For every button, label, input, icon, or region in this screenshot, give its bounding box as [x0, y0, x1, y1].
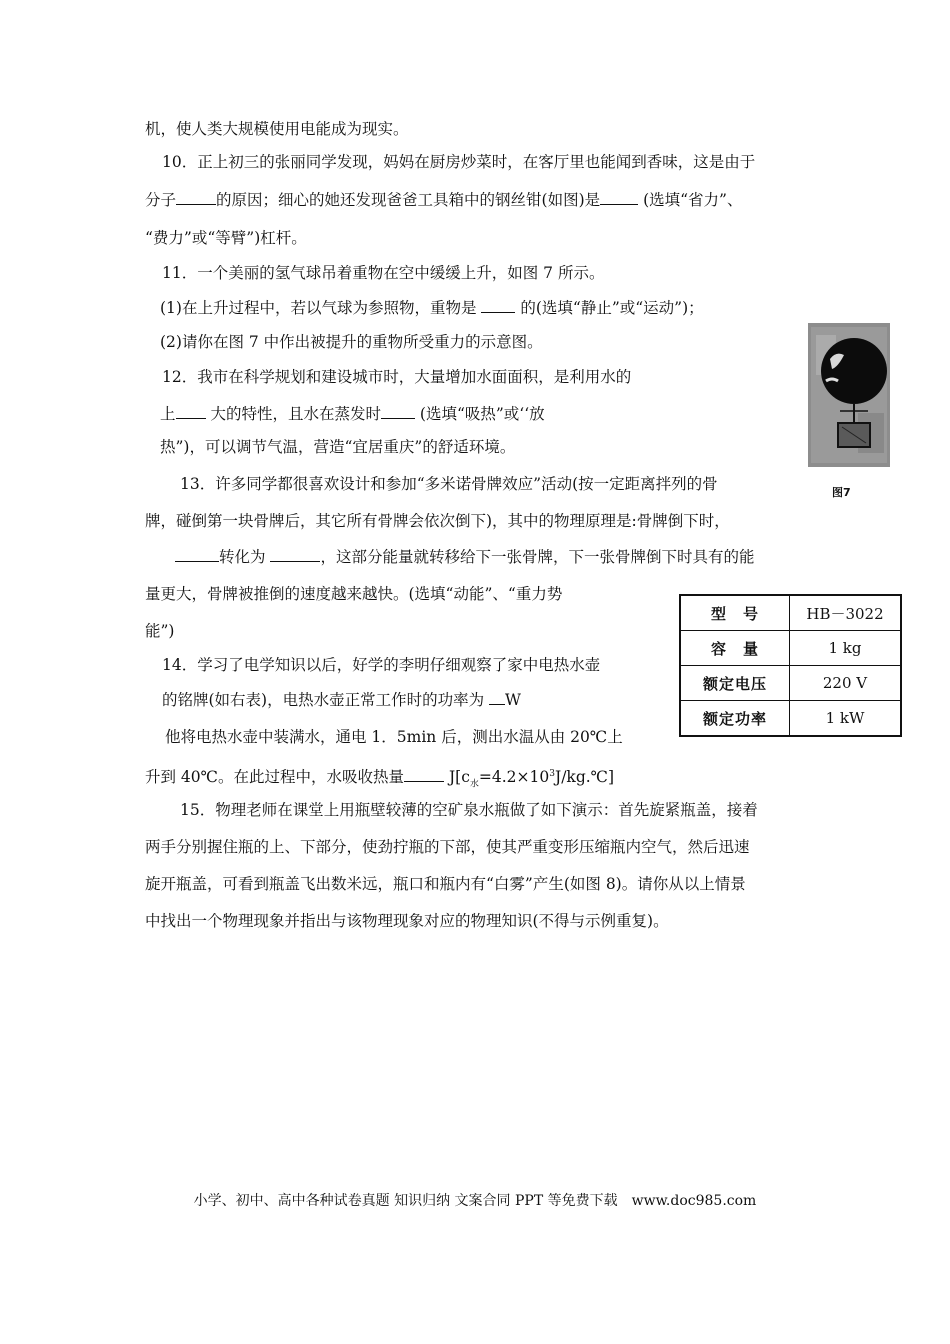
text-fragment: 的原因；细心的她还发现爸爸工具箱中的钢丝钳(如图)是 — [216, 191, 601, 209]
text-line: 机，使人类大规模使用电能成为现实。 — [145, 120, 409, 138]
question-12-line-3: 热”)，可以调节气温，营造“宜居重庆”的舒适环境。 — [160, 438, 516, 456]
question-15-line-1: 15．物理老师在课堂上用瓶壁较薄的空矿泉水瓶做了如下演示：首先旋紧瓶盖，接着 — [180, 801, 758, 819]
table-key-cell: 额定功率 — [680, 701, 790, 737]
question-10-line-1: 10．正上初三的张丽同学发现，妈妈在厨房炒菜时，在客厅里也能闻到香味，这是由于 — [162, 153, 756, 171]
question-11-line-2 — [160, 298, 704, 318]
question-12-line-2 — [160, 404, 545, 424]
page-footer: 小学、初中、高中各种试卷真题 知识归纳 文案合同 PPT 等免费下载 www.doc985.com — [193, 1193, 757, 1209]
table-row — [680, 666, 901, 701]
table-value-cell: 1 kW — [790, 701, 902, 737]
answer-blank — [481, 298, 515, 313]
text-fragment: J[c — [448, 768, 470, 787]
question-15-line-2: 两手分别握住瓶的上、下部分，使劲拧瓶的下部，使其严重变形压缩瓶内空气，然后迅速 — [145, 838, 750, 856]
text-fragment: (1)在上升过程中，若以气球为参照物，重物是 — [160, 299, 477, 317]
question-13-line-5: 能”) — [145, 622, 175, 640]
question-10-line-2 — [145, 190, 742, 210]
answer-blank — [176, 190, 216, 205]
text-fragment: (选填“省力”、 — [643, 191, 743, 209]
table-key-cell: 容 量 — [680, 631, 790, 666]
table-key-cell: 额定电压 — [680, 666, 790, 701]
text-fragment: 上 — [160, 405, 176, 423]
question-13-line-4: 量更大，骨牌被推倒的速度越来越快。(选填“动能”、“重力势 — [145, 585, 563, 603]
table-value-cell: HB－3022 — [790, 595, 902, 631]
text-fragment: ，这部分能量就转移给下一张骨牌，下一张骨牌倒下时具有的能 — [320, 548, 755, 566]
question-12-line-1: 12．我市在科学规划和建设城市时，大量增加水面面积，是利用水的 — [162, 368, 632, 386]
text-fragment: =4.2×10 — [478, 768, 550, 787]
table-row — [680, 631, 901, 666]
kettle-spec-table — [679, 594, 902, 737]
question-10-line-3: “费力”或“等臂”)杠杆。 — [145, 229, 307, 247]
question-13-line-1: 13．许多同学都很喜欢设计和参加“多米诺骨牌效应”活动(按一定距离拌列的骨 — [180, 475, 718, 493]
text-fragment: 大的特性，且水在蒸发时 — [210, 405, 381, 423]
answer-blank — [381, 404, 415, 419]
table-value-cell: 1 kg — [790, 631, 902, 666]
table-row — [680, 595, 901, 631]
answer-blank — [176, 404, 206, 419]
question-14-line-2 — [162, 690, 521, 710]
superscript: 3 — [549, 769, 555, 779]
question-15-line-3: 旋开瓶盖，可看到瓶盖飞出数米远，瓶口和瓶内有“白雾”产生(如图 8)。请你从以上情景 — [145, 875, 746, 893]
figure-7-image — [808, 323, 890, 467]
question-15-line-4: 中找出一个物理现象并指出与该物理现象对应的物理知识(不得与示例重复)。 — [145, 912, 669, 930]
table-row — [680, 701, 901, 737]
text-fragment: J/kg.℃] — [555, 768, 615, 787]
subscript: 水 — [469, 779, 479, 790]
answer-blank — [175, 547, 219, 562]
question-13-line-2: 牌，碰倒第一块骨牌后，其它所有骨牌会依次倒下)，其中的物理原理是:骨牌倒下时， — [145, 512, 730, 530]
text-fragment: 分子 — [145, 191, 177, 209]
text-fragment: 升到 40℃。在此过程中，水吸收热量 — [145, 768, 404, 787]
text-fragment: (选填“吸热”或‘‘放 — [419, 405, 545, 423]
text-fragment: 的(选填“静止”或“运动”)； — [520, 299, 704, 317]
answer-blank — [404, 767, 444, 782]
question-14-line-3: 他将电热水壶中装满水，通电 1．5min 后，测出水温从由 20℃上 — [165, 728, 623, 746]
table-value-cell: 220 V — [790, 666, 902, 701]
question-14-line-4 — [145, 764, 614, 794]
text-fragment: 的铭牌(如右表)，电热水壶正常工作时的功率为 — [162, 691, 485, 709]
text-fragment: W — [505, 691, 521, 709]
figure-7-caption: 图7 — [832, 486, 851, 499]
question-11-line-3: (2)请你在图 7 中作出被提升的重物所受重力的示意图。 — [160, 333, 543, 351]
question-11-line-1: 11．一个美丽的氢气球吊着重物在空中缓缓上升，如图 7 所示。 — [162, 264, 605, 282]
table-key-cell: 型 号 — [680, 595, 790, 631]
question-13-line-3 — [175, 547, 754, 567]
answer-blank — [489, 690, 505, 705]
answer-blank — [600, 190, 638, 205]
text-fragment: 转化为 — [219, 548, 266, 566]
question-14-line-1: 14．学习了电学知识以后，好学的李明仔细观察了家中电热水壶 — [162, 656, 601, 674]
answer-blank — [270, 547, 320, 562]
